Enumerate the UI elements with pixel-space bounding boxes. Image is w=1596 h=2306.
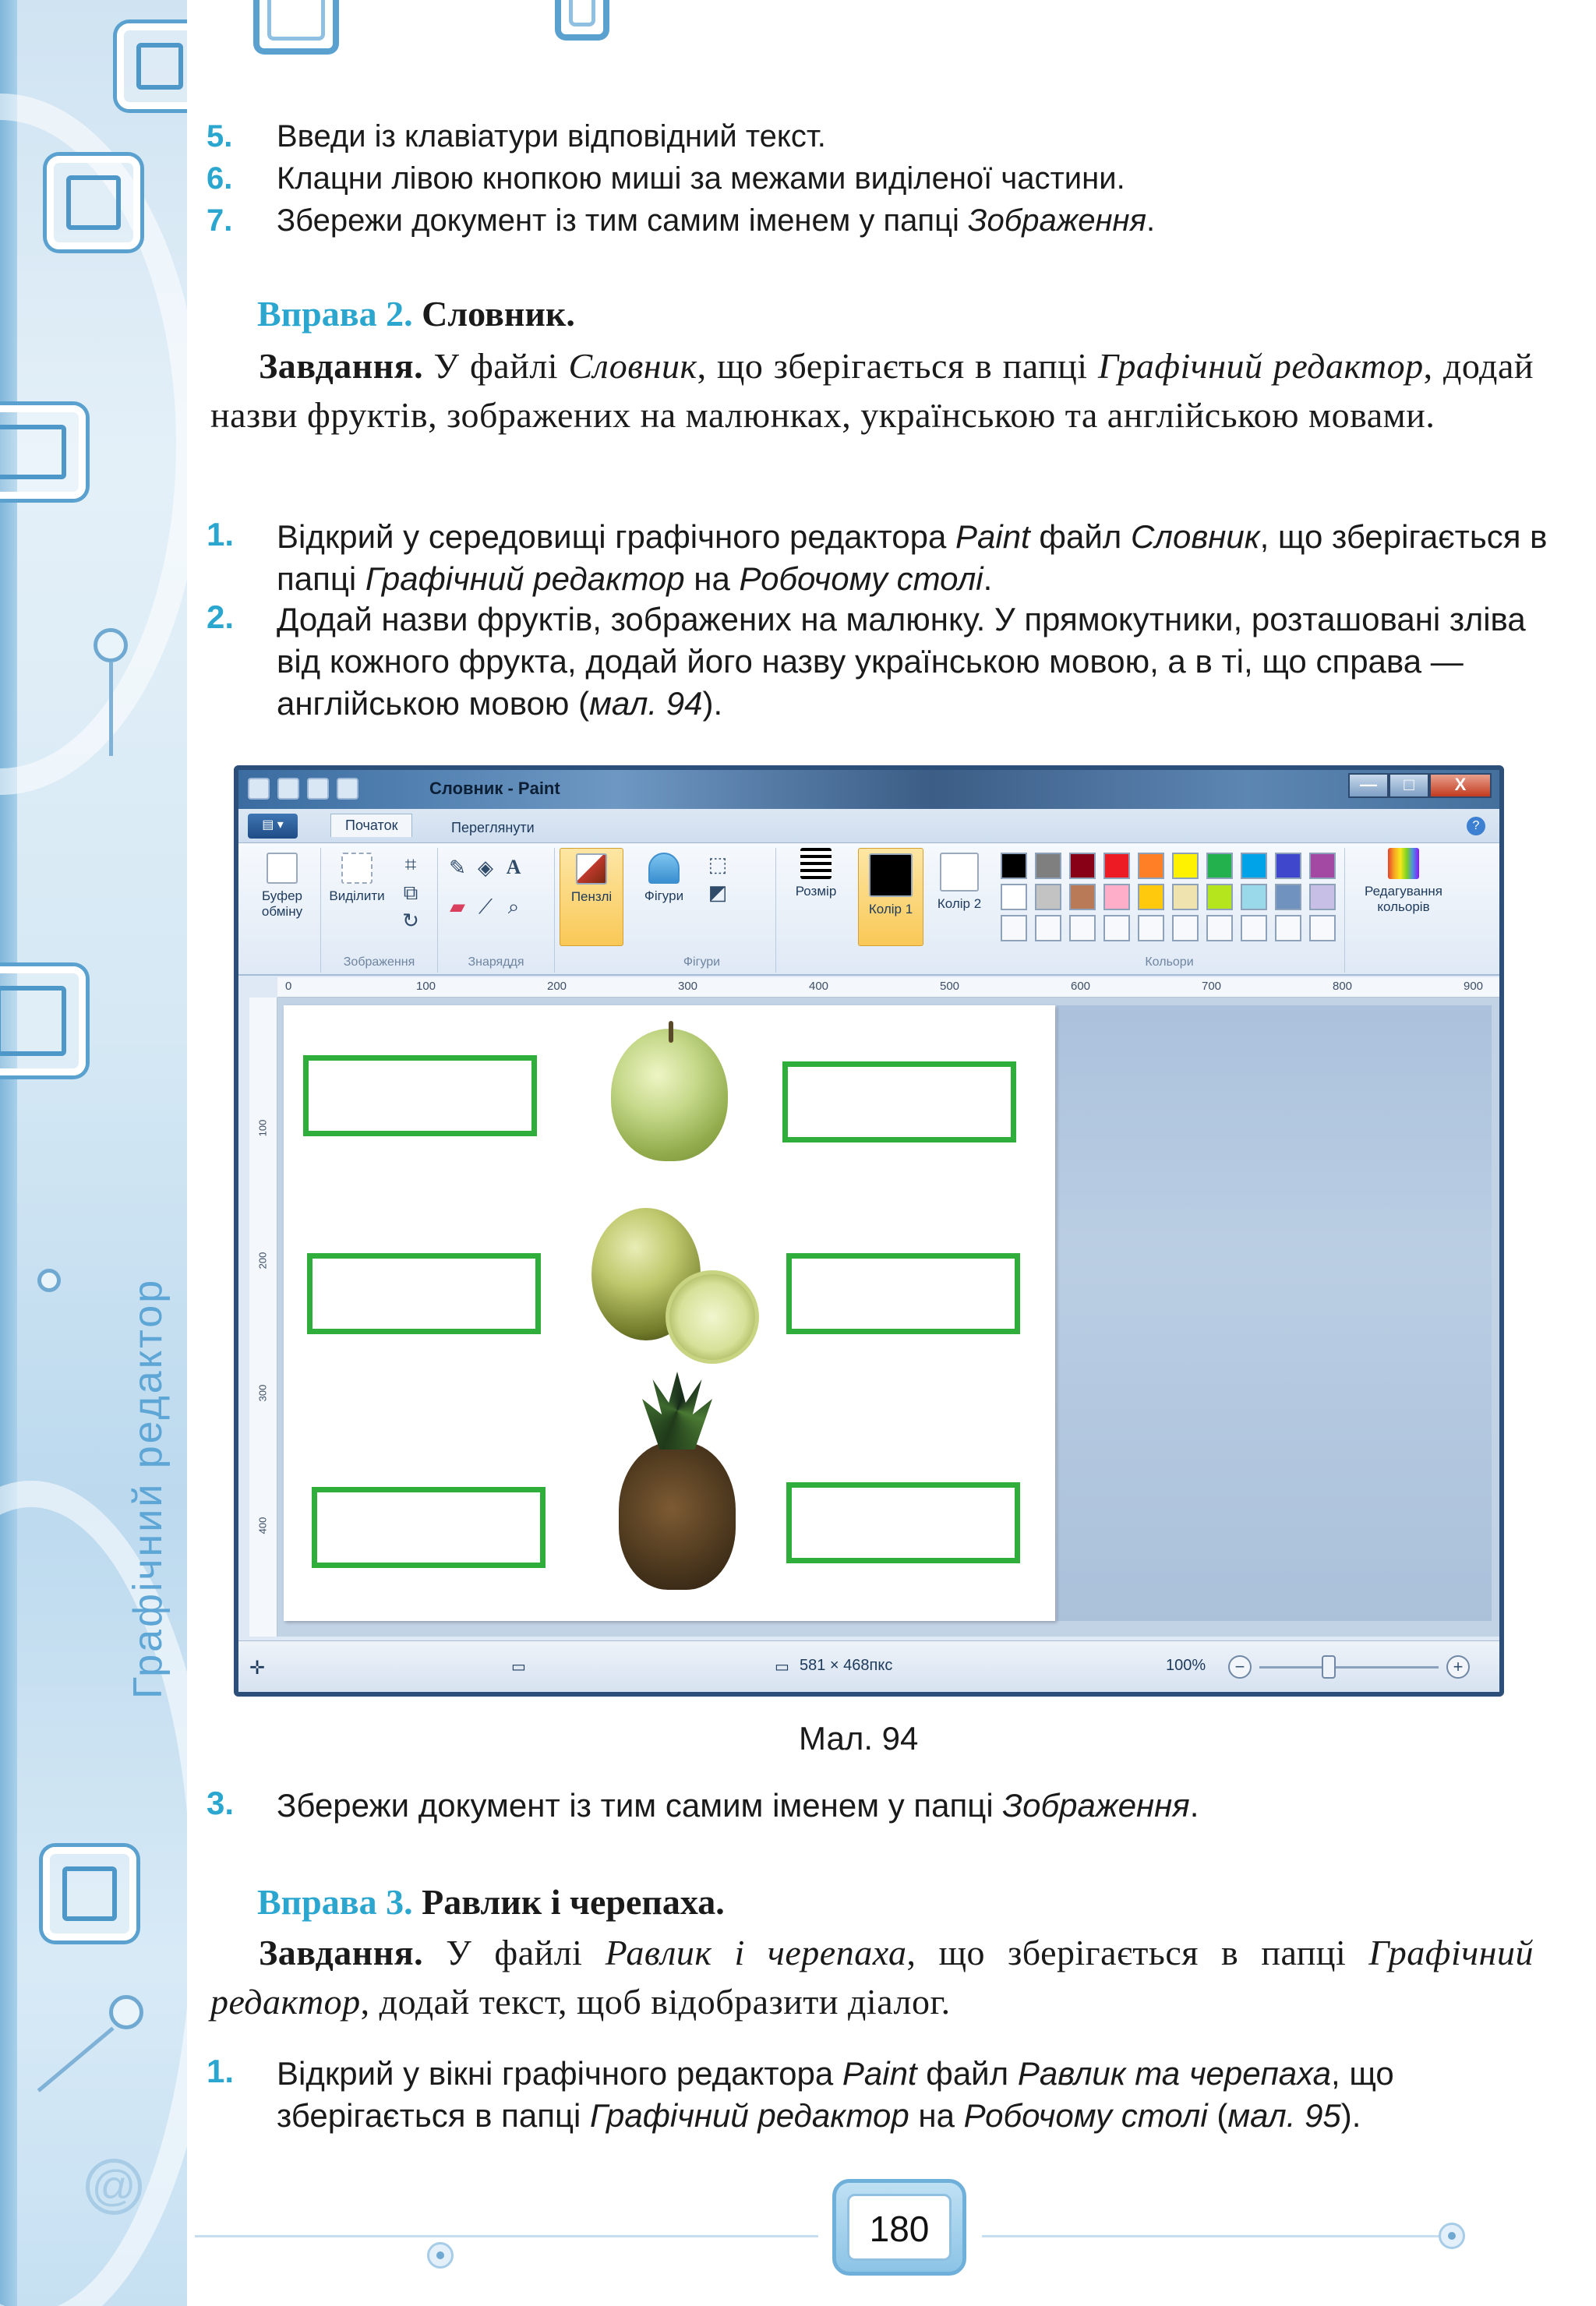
decorative-margin	[0, 0, 187, 2306]
horizontal-ruler	[277, 977, 1499, 998]
custom-color-slot[interactable]	[1069, 915, 1096, 941]
group-label: Зображення	[343, 955, 415, 969]
shapes-icon	[648, 853, 680, 884]
footer-dot	[427, 2242, 454, 2269]
palette-swatch[interactable]	[1138, 884, 1164, 910]
group-label: Кольори	[1145, 955, 1194, 969]
rainbow-palette-icon	[1388, 848, 1419, 879]
pencil-icon[interactable]: ✎	[449, 856, 466, 879]
step-item	[207, 516, 1549, 600]
canvas-size-icon: ▭	[775, 1658, 789, 1676]
custom-color-slot[interactable]	[1138, 915, 1164, 941]
background-window	[1057, 1005, 1492, 1621]
ruler-tick-label: 300	[256, 1384, 269, 1402]
ribbon-tab-row	[238, 809, 1499, 843]
palette-swatch[interactable]	[1069, 853, 1096, 879]
figure-caption: Мал. 94	[799, 1720, 919, 1757]
ribbon-group-tools	[438, 848, 555, 973]
ruler-tick-label: 200	[547, 980, 567, 993]
maximize-button[interactable]: □	[1389, 773, 1429, 798]
tab-view[interactable]: Переглянути	[451, 820, 535, 835]
palette-swatch[interactable]	[1172, 853, 1199, 879]
drawing-canvas[interactable]	[284, 1005, 1055, 1621]
step-number: 2.	[207, 599, 235, 635]
ribbon-group-image	[321, 848, 438, 973]
select-button[interactable]: Виділити	[326, 853, 388, 904]
step-text: Відкрий у вікні графічного редактора Paint файл Равлик та черепаха, що зберігається в папці Графічний редактор на Робочому столі (мал. 95).	[277, 2055, 1394, 2134]
redo-icon[interactable]	[337, 778, 358, 800]
palette-swatch[interactable]	[1275, 884, 1301, 910]
decorative-frame	[43, 1847, 136, 1941]
top-decoration	[253, 0, 339, 55]
ruler-tick-label: 800	[1333, 980, 1353, 993]
english-label-box[interactable]	[786, 1253, 1020, 1334]
palette-swatch[interactable]	[1069, 884, 1096, 910]
close-button[interactable]: X	[1429, 773, 1492, 798]
palette-swatch[interactable]	[1241, 884, 1267, 910]
color1-button[interactable]: Колір 1	[858, 848, 923, 946]
custom-color-slot[interactable]	[1035, 915, 1061, 941]
brush-icon	[576, 853, 607, 885]
step-text: Введи із клавіатури відповідний текст.	[277, 119, 826, 154]
decorative-frame	[0, 405, 86, 499]
custom-color-slot[interactable]	[1172, 915, 1199, 941]
undo-icon[interactable]	[307, 778, 329, 800]
ruler-tick-label: 600	[1071, 980, 1091, 993]
edit-colors-button[interactable]: Редагування кольорів	[1353, 848, 1454, 915]
step-item	[207, 157, 1549, 200]
footer-line	[982, 2235, 1449, 2237]
zoom-in-button[interactable]: +	[1446, 1655, 1470, 1679]
step-number: 1.	[207, 516, 235, 553]
zoom-level: 100%	[1166, 1657, 1206, 1674]
step-item	[207, 2053, 1549, 2137]
help-icon[interactable]: ?	[1467, 817, 1485, 835]
status-bar	[238, 1640, 1499, 1692]
exercise-label: Вправа 3.	[257, 1882, 413, 1922]
ruler-tick-label: 100	[256, 1119, 269, 1137]
clipboard-icon	[267, 853, 298, 884]
palette-swatch[interactable]	[1172, 884, 1199, 910]
step-item	[207, 115, 1549, 157]
ruler-tick-label: 400	[809, 980, 829, 993]
window-title: Словник - Paint	[429, 779, 560, 798]
palette-swatch[interactable]	[1206, 853, 1233, 879]
custom-color-slot[interactable]	[1309, 915, 1336, 941]
cursor-position-icon: ✛	[249, 1658, 266, 1679]
custom-color-slot[interactable]	[1103, 915, 1130, 941]
resize-icon[interactable]: ⧉	[403, 881, 418, 904]
task-paragraph: Завдання. У файлі Равлик і черепаха, що зберігається в папці Графічний редактор, додай текст, щоб відобразити діалог.	[210, 1933, 1534, 2022]
at-sign-icon: @	[86, 2159, 142, 2215]
ribbon	[238, 843, 1499, 976]
color1-swatch	[869, 853, 913, 897]
palette-swatch[interactable]	[1001, 853, 1027, 879]
decorative-ring	[37, 1269, 61, 1292]
exercise-title: Словник.	[422, 294, 575, 334]
task-paragraph: Завдання. У файлі Словник, що зберігається в папці Графічний редактор, додай назви фруктів, зображених на малюнках, українською та англійською мовами.	[210, 346, 1534, 435]
tab-home[interactable]: Початок	[330, 814, 412, 837]
lemon-slice-image	[666, 1270, 759, 1364]
step-number: 5.	[207, 119, 233, 154]
palette-swatch[interactable]	[1035, 884, 1061, 910]
group-label: Знаряддя	[468, 955, 524, 969]
group-label: Фігури	[683, 955, 721, 969]
side-title: Графічний редактор	[125, 1277, 171, 1699]
ruler-tick-label: 100	[416, 980, 436, 993]
decorative-line	[109, 662, 113, 756]
vertical-ruler	[249, 998, 277, 1637]
page-number: 180	[847, 2194, 952, 2261]
select-rectangle-icon	[341, 853, 373, 884]
decorative-ring	[94, 628, 128, 662]
exercise-label: Вправа 2.	[257, 294, 413, 334]
decorative-frame	[117, 23, 187, 109]
brushes-button[interactable]: Пензлі	[560, 848, 623, 946]
palette-swatch[interactable]	[1275, 853, 1301, 879]
crop-icon[interactable]: ⌗	[404, 853, 417, 876]
shapes-button[interactable]: Фігури	[633, 853, 695, 904]
step-text: Додай назви фруктів, зображених на малюнку. У прямокутники, розташовані зліва від кожного фрукта, додай його назву українською мовою, а в ті, що справа — англійською мовою (мал. 94).	[277, 601, 1526, 722]
zoom-slider[interactable]	[1259, 1666, 1439, 1669]
palette-swatch[interactable]	[1309, 884, 1336, 910]
pineapple-image	[619, 1442, 736, 1590]
ribbon-group-clipboard	[243, 848, 321, 973]
ruler-tick-label: 0	[285, 980, 292, 993]
minimize-button[interactable]: —	[1348, 773, 1389, 798]
page-number-badge	[832, 2179, 966, 2276]
custom-color-slot[interactable]	[1001, 915, 1027, 941]
custom-color-slot[interactable]	[1275, 915, 1301, 941]
step-number: 6.	[207, 161, 233, 196]
english-label-box[interactable]	[786, 1482, 1020, 1563]
palette-swatch[interactable]	[1241, 853, 1267, 879]
apple-image	[611, 1029, 728, 1161]
step-number: 3.	[207, 1785, 235, 1821]
palette-swatch[interactable]	[1103, 853, 1130, 879]
paint-menu-button[interactable]: ▤ ▾	[248, 814, 298, 839]
step-item	[207, 599, 1549, 725]
zoom-out-button[interactable]: −	[1228, 1655, 1252, 1679]
ruler-tick-label: 400	[256, 1517, 269, 1534]
selection-size-icon: ▭	[511, 1658, 526, 1676]
palette-swatch[interactable]	[1103, 884, 1130, 910]
decorative-frame	[0, 966, 86, 1075]
decorative-ring	[109, 1995, 143, 2029]
eraser-icon[interactable]: ▰	[450, 895, 465, 918]
palette-swatch[interactable]	[1035, 853, 1061, 879]
footer-line	[195, 2235, 818, 2237]
ukrainian-label-box[interactable]	[312, 1487, 546, 1568]
fill-style-icon[interactable]: ◩	[708, 881, 728, 904]
ukrainian-label-box[interactable]	[307, 1253, 541, 1334]
line-size-icon	[800, 848, 832, 879]
step-number: 1.	[207, 2053, 235, 2089]
quick-access-toolbar	[248, 778, 358, 800]
top-decoration	[555, 0, 609, 41]
english-label-box[interactable]	[782, 1061, 1016, 1142]
palette-swatch[interactable]	[1309, 853, 1336, 879]
canvas-size: 581 × 468пкс	[800, 1657, 893, 1674]
text-icon[interactable]: A	[506, 856, 521, 878]
ribbon-group-shapes	[628, 848, 776, 973]
step-item	[207, 1785, 1549, 1827]
footer-dot	[1439, 2223, 1465, 2249]
step-number: 7.	[207, 203, 233, 238]
step-item	[207, 200, 1549, 242]
canvas-area	[277, 998, 1499, 1637]
ribbon-group-colors	[994, 848, 1345, 973]
ruler-tick-label: 200	[256, 1252, 269, 1270]
size-button[interactable]: Розмір	[781, 848, 851, 899]
color2-button[interactable]: Колір 2	[928, 853, 990, 912]
ruler-tick-label: 300	[678, 980, 698, 993]
exercise-heading	[257, 293, 575, 334]
clipboard-button[interactable]: Буфер обміну	[251, 853, 313, 920]
title-bar	[238, 770, 1499, 809]
exercise-heading	[257, 1881, 725, 1923]
ruler-tick-label: 900	[1464, 980, 1484, 993]
ruler-tick-label: 700	[1202, 980, 1222, 993]
paint-app-icon[interactable]	[248, 778, 270, 800]
fill-icon[interactable]: ◈	[478, 856, 493, 879]
palette-swatch[interactable]	[1206, 884, 1233, 910]
step-text: Збережи документ із тим самим іменем у папці Зображення.	[277, 203, 1156, 238]
step-text: Збережи документ із тим самим іменем у папці Зображення.	[277, 1787, 1199, 1824]
step-text: Клацни лівою кнопкою миші за межами виділеної частини.	[277, 161, 1125, 196]
decorative-frame	[47, 156, 140, 249]
zoom-slider-thumb[interactable]	[1322, 1655, 1336, 1679]
color2-swatch	[940, 853, 979, 892]
outline-icon[interactable]: ⬚	[708, 853, 728, 876]
paint-window	[234, 765, 1504, 1697]
exercise-title: Равлик і черепаха.	[422, 1882, 725, 1922]
palette-swatch[interactable]	[1138, 853, 1164, 879]
color-picker-icon[interactable]: ⟋	[478, 895, 493, 918]
ruler-tick-label: 500	[940, 980, 960, 993]
rotate-icon[interactable]: ↻	[402, 909, 419, 932]
ukrainian-label-box[interactable]	[303, 1055, 537, 1136]
step-text: Відкрий у середовищі графічного редактора Paint файл Словник, що зберігається в папці Графічний редактор на Робочому столі.	[277, 518, 1548, 597]
custom-color-slot[interactable]	[1206, 915, 1233, 941]
window-controls	[1348, 773, 1492, 798]
custom-color-slot[interactable]	[1241, 915, 1267, 941]
magnifier-icon[interactable]: ⌕	[507, 895, 520, 918]
save-icon[interactable]	[277, 778, 299, 800]
palette-swatch[interactable]	[1001, 884, 1027, 910]
